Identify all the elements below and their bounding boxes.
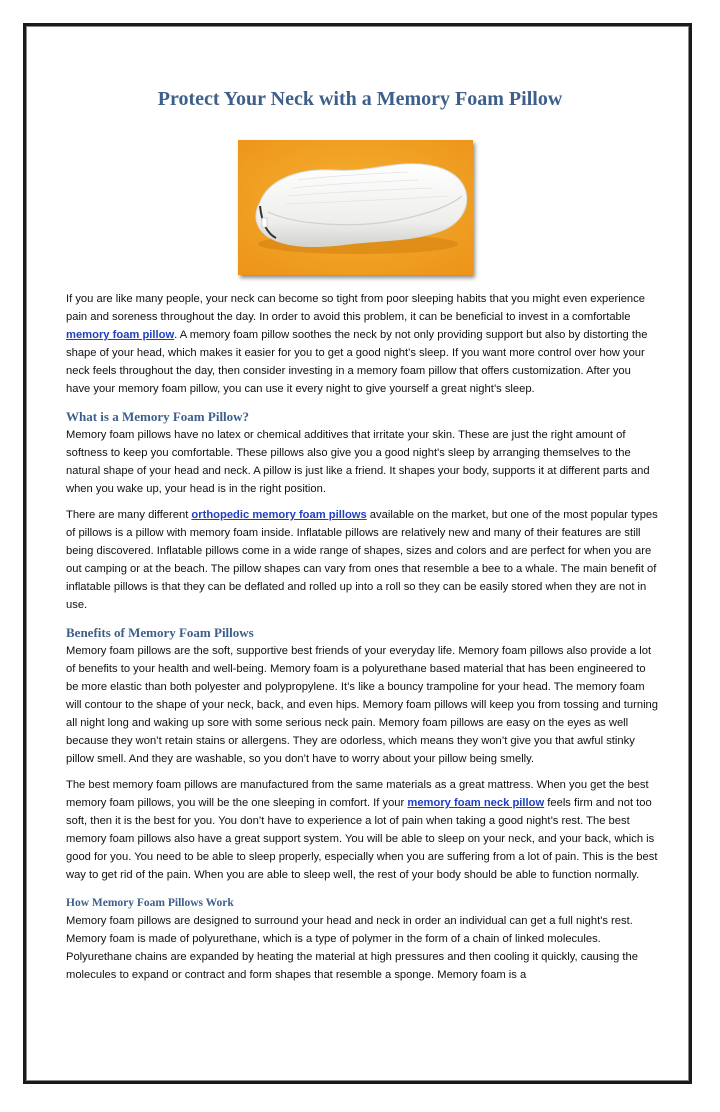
intro-paragraph [66,290,658,398]
neck-pillow-link[interactable]: memory foam neck pillow [407,797,545,809]
section-heading-what-is: What is a Memory Foam Pillow? [66,409,250,424]
section-heading-how-it-works: How Memory Foam Pillows Work [66,897,234,909]
page-title: Protect Your Neck with a Memory Foam Pillow [157,88,563,110]
section1-p2-start: There are many different [66,509,192,521]
memory-foam-pillow-link[interactable]: memory foam pillow [66,329,175,341]
section2-paragraph-1: Memory foam pillows are the soft, supportive best friends of your everyday life. Memory foam pillows also provide a lot of benefits to your health and well-being. Memory foam is a polyurethane based material that has been engineered to be more elastic than both polyester and polypropylene. It’s like a bouncy trampoline for your head. The memory foam will contour to the shape of your neck, back, and even hips. Memory foam pillows will keep you from tossing and turning all night long and waking up sore with some serious neck pain. Memory foam pillows are easy on the eyes as well because they won’t retain stains or allergens. They are odorless, which means they won’t give you that awful stinky pillow smell. And they are washable, so you don’t have to worry about your pillow being smelly. [66,645,658,765]
orthopedic-pillows-link[interactable]: orthopedic memory foam pillows [191,509,367,521]
section1-paragraph-2 [66,506,658,614]
section3-paragraph-1: Memory foam pillows are designed to surround your head and neck in order an individual can get a full night's rest. Memory foam is made of polyurethane, which is a type of polymer in the form of a chain of linked molecules. Polyurethane chains are expanded by heating the material at high pressures and then cooling it quickly, causing the molecules to expand or contract and form shapes that resemble a sponge. Memory foam is a [66,915,638,981]
section2-paragraph-2 [66,776,658,884]
section-heading-benefits: Benefits of Memory Foam Pillows [66,625,254,640]
section1-p2-end: available on the market, but one of the most popular types of pillows is a pillow with memory foam inside. Inflatable pillows are relatively new and many of their features are still being discovered. Inflatable pillows come in a wide range of shapes, sizes and colors and are perfect for when you are out camping or at the beach. The pillow shapes can vary from ones that resemble a bee to a whale. The main benefit of inflatable pillows is that they can be deflated and rolled up into a roll so they can be easily stored when they are not in use. [66,509,658,611]
section2-p2-end: feels firm and not too soft, then it is the best for you. You don’t have to experience a lot of pain when taking a good night’s rest. The best memory foam pillows also have a great support system. You will be able to sleep on your neck, and your back, which is good for you. You need to be able to sleep properly, especially when you are suffering from a lot of pain. This is the best way to get rid of the pain. When you are able to sleep well, the rest of your body should be able to function normally. [66,797,658,881]
section1-paragraph-1: Memory foam pillows have no latex or chemical additives that irritate your skin. These are just the right amount of softness to keep you comfortable. These pillows also give you a good night's sleep by arranging themselves to the natural shape of your head and neck. A pillow is just like a friend. It shapes your body, supports it at different parts and when you wake up, your head is in the right position. [66,429,650,495]
pillow-image [238,140,473,275]
intro-text-end: . A memory foam pillow soothes the neck by not only providing support but also by distorting the shape of your head, which makes it easier for you to get a good night’s sleep. If you want more control over how your neck feels throughout the day, then consider investing in a memory foam pillow that offers customization. After you have your memory foam pillow, you can use it every night to give yourself a great night’s sleep. [66,329,648,395]
article-body [66,290,658,992]
section2-p2-start: The best memory foam pillows are manufactured from the same materials as a great mattress. When you get the best memory foam pillows, you will be the one sleeping in comfort. If your [66,779,649,809]
intro-text-start: If you are like many people, your neck can become so tight from poor sleeping habits that you might even experience pain and soreness throughout the day. In order to avoid this problem, it can be beneficial to invest in a comfortable [66,293,645,323]
